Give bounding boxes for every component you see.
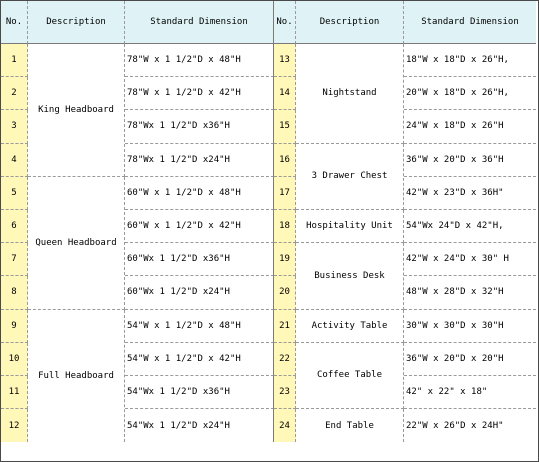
dimension-cell: 54"Wx 1 1/2"D x36"H (125, 376, 274, 409)
row-number: 1 (1, 44, 28, 77)
group-coffee-table: Coffee Table (296, 343, 404, 409)
row-number: 21 (274, 310, 296, 343)
row-number: 13 (274, 44, 296, 77)
group-king-headboard: King Headboard (28, 44, 125, 177)
header-description-left: Description (28, 1, 125, 44)
group-full-headboard: Full Headboard (28, 310, 125, 443)
row-number: 4 (1, 144, 28, 177)
header-no-left: No. (1, 1, 28, 44)
row-number: 3 (1, 110, 28, 143)
dimension-cell: 24"W x 18"D x 26"H (404, 110, 536, 143)
dimension-cell: 36"W x 20"D x 36"H (404, 144, 536, 177)
row-number: 24 (274, 409, 296, 442)
row-number: 23 (274, 376, 296, 409)
header-no-right: No. (274, 1, 296, 44)
row-number: 17 (274, 177, 296, 210)
row-number: 19 (274, 243, 296, 276)
dimension-cell: 42" x 22" x 18" (404, 376, 536, 409)
group-end-table: End Table (296, 409, 404, 442)
dimension-cell: 48"W x 28"D x 32"H (404, 276, 536, 309)
dimension-cell: 78"W x 1 1/2"D x 42"H (125, 77, 274, 110)
group-business-desk: Business Desk (296, 243, 404, 309)
dimension-cell: 54"W x 1 1/2"D x 48"H (125, 310, 274, 343)
row-number: 6 (1, 210, 28, 243)
group-activity-table: Activity Table (296, 310, 404, 343)
dimension-cell: 54"W x 1 1/2"D x 42"H (125, 343, 274, 376)
dimension-cell: 54"Wx 1 1/2"D x24"H (125, 409, 274, 442)
dimension-cell: 60"W x 1 1/2"D x 42"H (125, 210, 274, 243)
dimension-cell: 42"W x 23"D x 36H" (404, 177, 536, 210)
row-number: 7 (1, 243, 28, 276)
dimension-cell: 22"W x 26"D x 24H" (406, 420, 504, 431)
group-queen-headboard: Queen Headboard (28, 177, 125, 310)
group-hospitality-unit: Hospitality Unit (296, 210, 404, 243)
dimension-cell: 20"W x 18"D x 26"H, (404, 77, 536, 110)
header-description-right: Description (296, 1, 404, 44)
row-number: 22 (274, 343, 296, 376)
group-nightstand: Nightstand (296, 44, 404, 144)
dimension-cell: 18"W x 18"D x 26"H, (404, 44, 536, 77)
row-number: 18 (274, 210, 296, 243)
header-dimension-right: Standard Dimension (404, 1, 536, 44)
dimension-cell: 60"Wx 1 1/2"D x24"H (125, 276, 274, 309)
dimension-cell: 42"W x 24"D x 30" H (404, 243, 536, 276)
row-number: 12 (1, 409, 28, 442)
dimension-cell: 54"Wx 24"D x 42"H, (404, 210, 536, 243)
dimension-cell: 78"W x 1 1/2"D x 48"H (125, 44, 274, 77)
row-number: 9 (1, 310, 28, 343)
dimension-cell: 30"W x 30"D x 30"H (404, 310, 536, 343)
row-number: 15 (274, 110, 296, 143)
row-number: 8 (1, 276, 28, 309)
row-number: 10 (1, 343, 28, 376)
dimension-cell: 78"Wx 1 1/2"D x36"H (125, 110, 274, 143)
header-dimension-left: Standard Dimension (125, 1, 274, 44)
row-number: 11 (1, 376, 28, 409)
dimension-cell: 78"Wx 1 1/2"D x24"H (125, 144, 274, 177)
dimension-cell: 36"W x 20"D x 20"H (404, 343, 536, 376)
dimension-cell: 60"W x 1 1/2"D x 48"H (125, 177, 274, 210)
group-3-drawer-chest: 3 Drawer Chest (296, 144, 404, 210)
row-number: 16 (274, 144, 296, 177)
row-number: 14 (274, 77, 296, 110)
row-number: 20 (274, 276, 296, 309)
row-number: 2 (1, 77, 28, 110)
row-number: 5 (1, 177, 28, 210)
dimension-cell: 60"Wx 1 1/2"D x36"H (125, 243, 274, 276)
